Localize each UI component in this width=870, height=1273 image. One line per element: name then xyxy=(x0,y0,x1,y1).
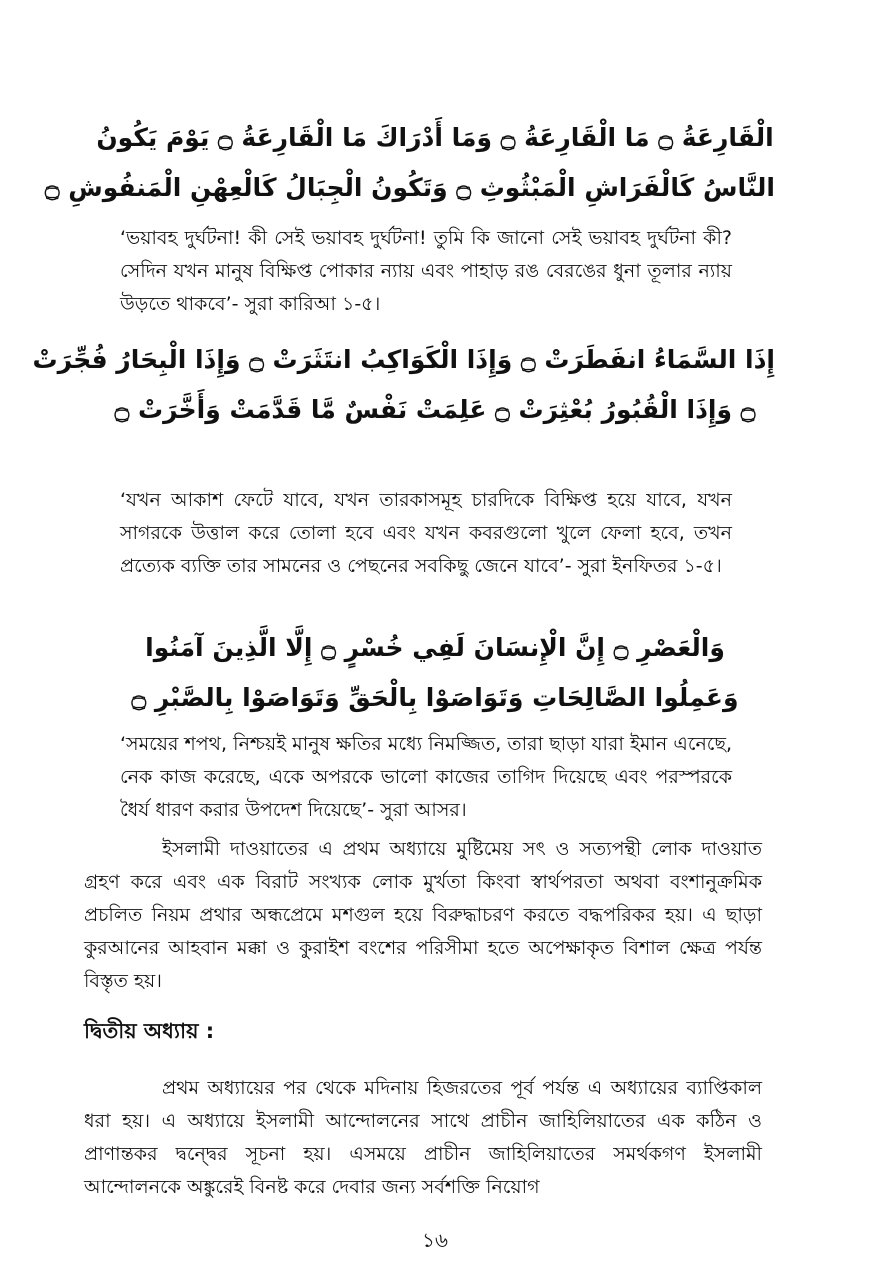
arabic-verse-infitar-line-2: ۝ وَإِذَا الْقُبُورُ بُعْثِرَتْ ۝ عَلِمَتْ نَفْسٌ مَّا قَدَّمَتْ وَأَخَّرَتْ ۝ xyxy=(114,395,756,424)
translation-infitar: ‘যখন আকাশ ফেটে যাবে, যখন তারকাসমূহ চারদিকে বিক্ষিপ্ত হয়ে যাবে, যখন সাগরকে উত্তাল করে তোলা হবে এবং যখন কবরগুলো খুলে ফেলা হবে, তখন প্রত্যেক ব্যক্তি তার সামনের ও পেছনের সবকিছু জেনে যাবে’- সুরা ইনফিতর ১-৫। xyxy=(120,489,732,577)
body-paragraph-2: প্রথম অধ্যায়ের পর থেকে মদিনায় হিজরতের পূর্ব পর্যন্ত এ অধ্যায়ের ব্যাপ্তিকাল ধরা হয়। এ অধ্যায়ে ইসলামী আন্দোলনের সাথে প্রাচীন জাহিলিয়াতের এক কঠিন ও প্রাণান্তকর দ্বন্দ্বের সূচনা হয়। এসময়ে প্রাচীন জাহিলিয়াতের সমর্থকগণ ইসলামী আন্দোলনকে অঙ্কুরেই বিনষ্ট করে দেবার জন্য সর্বশক্তি নিয়োগ xyxy=(84,1077,762,1198)
arabic-verse-qaria-line-1: الْقَارِعَةُ ۝ مَا الْقَارِعَةُ ۝ وَمَا أَدْرَاكَ مَا الْقَارِعَةُ ۝ يَوْمَ يَكُونُ xyxy=(96,123,774,152)
translation-qaria: ‘ভয়াবহ দুর্ঘটনা! কী সেই ভয়াবহ দুর্ঘটনা! তুমি কি জানো সেই ভয়াবহ দুর্ঘটনা কী? সেদিন যখন মানুষ বিক্ষিপ্ত পোকার ন্যায় এবং পাহাড় রঙ বেরঙের ধুনা তূলার ন্যায় উড়তে থাকবে’- সুরা কারিআ ১-৫। xyxy=(120,227,732,315)
arabic-verse-asr-line-1: وَالْعَصْرِ ۝ إِنَّ الْإِنسَانَ لَفِي خُسْرٍ ۝ إِلَّا الَّذِينَ آمَنُوا xyxy=(145,633,725,662)
arabic-verse-infitar-line-1: إِذَا السَّمَاءُ انفَطَرَتْ ۝ وَإِذَا الْكَوَاكِبُ انتَثَرَتْ ۝ وَإِذَا الْبِحَارُ فُجِّرَتْ xyxy=(32,345,775,374)
arabic-verse-asr-line-2: وَعَمِلُوا الصَّالِحَاتِ وَتَوَاصَوْا بِالْحَقِّ وَتَوَاصَوْا بِالصَّبْرِ ۝ xyxy=(131,683,739,712)
section-heading: দ্বিতীয় অধ্যায় : xyxy=(84,1019,215,1043)
translation-asr: ‘সময়ের শপথ, নিশ্চয়ই মানুষ ক্ষতির মধ্যে নিমজ্জিত, তারা ছাড়া যারা ইমান এনেছে, নেক কাজ করেছে, একে অপরকে ভালো কাজের তাগিদ দিয়েছে এবং পরস্পরকে ধৈর্য ধারণ করার উপদেশ দিয়েছে’- সুরা আসর। xyxy=(120,733,732,821)
page-number: ১৬ xyxy=(422,1228,448,1252)
arabic-verse-qaria-line-2: النَّاسُ كَالْفَرَاشِ الْمَبْثُوثِ ۝ وَتَكُونُ الْجِبَالُ كَالْعِهْنِ الْمَنفُوشِ ۝ xyxy=(44,173,775,202)
body-paragraph-1: ইসলামী দাওয়াতের এ প্রথম অধ্যায়ে মুষ্টিমেয় সৎ ও সত্যপন্থী লোক দাওয়াত গ্রহণ করে এবং এক বিরাট সংখ্যক লোক মুর্খতা কিংবা স্বার্থপরতা অথবা বংশানুক্রমিক প্রচলিত নিয়ম প্রথার অন্ধপ্রেমে মশগুল হয়ে বিরুদ্ধাচরণ করতে বদ্ধপরিকর হয়। এ ছাড়া কুরআনের আহবান মক্কা ও কুরাইশ বংশের পরিসীমা হতে অপেক্ষাকৃত বিশাল ক্ষেত্র পর্যন্ত বিস্তৃত হয়। xyxy=(84,838,762,992)
